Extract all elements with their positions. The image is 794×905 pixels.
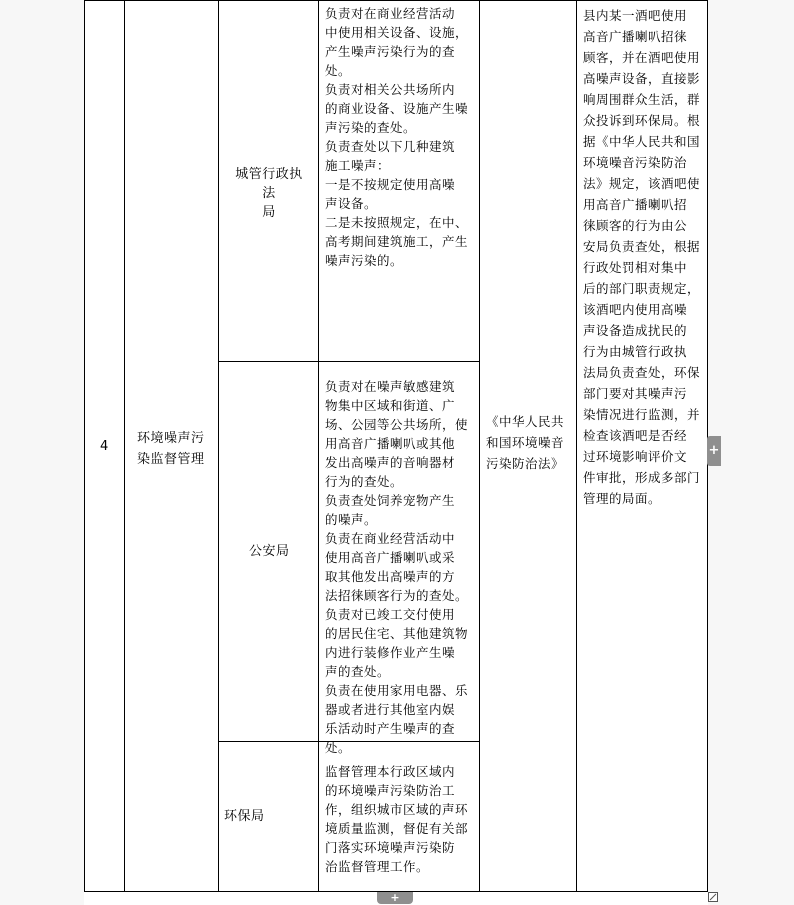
law-name: 《中华人民共 和国环境噪音 污染防治法》	[486, 414, 565, 471]
item-name: 环境噪声污 染监督管理	[137, 431, 205, 467]
cell-dept-huanbao[interactable]	[218, 741, 319, 892]
cell-dept-gongan[interactable]	[218, 361, 319, 742]
cell-duty-chengguan[interactable]	[318, 0, 480, 362]
duty-gongan: 负责对在噪声敏感建筑 物集中区域和街道、广 场、公园等公共场所，使 用高音广播喇叭或其他 发出高噪声的音响器材 行为的查处。 负责查处饲养宠物产生 的噪声。 负责在商业经营活动中 使用高音广播喇叭或采 取其他发出高噪声的方 法招徕顾客行为的查处。 负责对已竣工交付使用 的居民住宅、其他建筑物 内进行装修作业产生噪 声的查处。 负责在使用家用电器、乐 器或者进行其他室内娱 乐活动时产生噪声的查 处。	[325, 379, 469, 755]
cell-duty-gongan[interactable]	[318, 361, 480, 755]
duty-huanbao: 监督管理本行政区域内 的环境噪声污染防治工 作，组织城市区域的声环 境质量监测，督促有关部 门落实环境噪声污染防 治监督管理工作。	[325, 764, 469, 874]
cell-number[interactable]	[84, 0, 125, 892]
add-row-button[interactable]: +	[377, 892, 413, 904]
cell-law[interactable]	[479, 0, 577, 892]
cell-duty-huanbao[interactable]	[318, 741, 480, 892]
cell-item[interactable]	[124, 0, 219, 892]
table-resize-icon[interactable]	[708, 892, 718, 902]
duty-chengguan: 负责对在商业经营活动 中使用相关设备、设施， 产生噪声污染行为的查 处。 负责对相关公共场所内 的商业设备、设施产生噪 声污染的查处。 负责查处以下几种建筑 施工噪声： 一是不按规定使用高噪 声设备。 二是未按照规定，在中、 高考期间建筑施工，产生 噪声污染的。	[325, 6, 469, 268]
row-number: 4	[100, 439, 109, 454]
add-column-button[interactable]: +	[707, 436, 721, 466]
cell-case[interactable]	[576, 0, 708, 892]
dept-name-huanbao: 环保局	[224, 809, 265, 824]
left-margin	[0, 0, 84, 905]
dept-name-gongan: 公安局	[249, 544, 290, 559]
dept-name-chengguan: 城管行政执法 局	[235, 167, 303, 220]
case-text: 县内某一酒吧使用 高音广播喇叭招徕 顾客，并在酒吧使用 高噪声设备，直接影 响周围群众生活，群 众投诉到环保局。根 据《中华人民共和国 环境噪音污染防治 法》规定，该酒吧使 用高音广播喇叭招 徕顾客的行为由公 安局负责查处，根据 行政处罚相对集中 后的部门职责规定， 该酒吧内使用高噪 声设备造成扰民的 行为由城管行政执 法局负责查处，环保 部门要对其噪声污 染情况进行监测，并 检查该酒吧是否经 过环境影响评价文 件审批，形成多部门 管理的局面。	[583, 8, 701, 506]
cell-dept-chengguan[interactable]	[218, 0, 319, 362]
